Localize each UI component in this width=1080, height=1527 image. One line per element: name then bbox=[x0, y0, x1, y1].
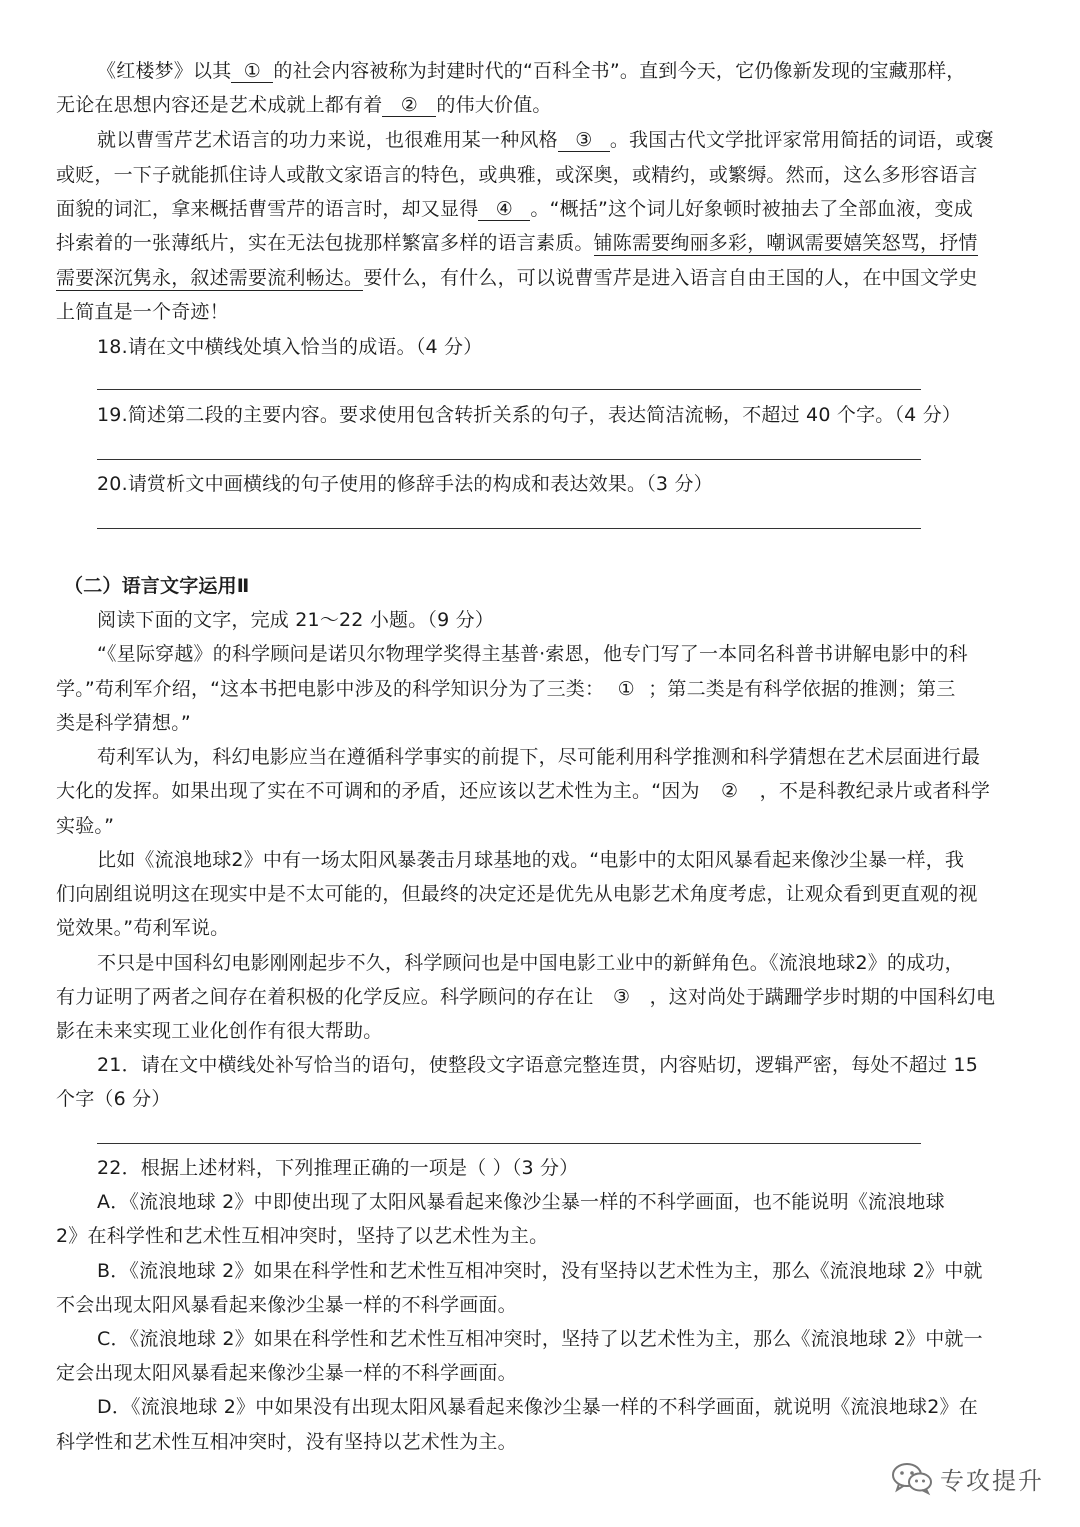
answer-line-20[interactable] bbox=[97, 528, 921, 529]
p1-line-2: 学。”苟利军介绍，“这本书把电影中涉及的科学知识分为了三类： ① ；第二类是有科学依据的推测；第三 bbox=[56, 678, 956, 700]
answer-line-18[interactable] bbox=[97, 389, 921, 390]
answer-line-21[interactable] bbox=[97, 1143, 921, 1144]
blank-1[interactable]: ① bbox=[231, 60, 273, 83]
answer-line-19[interactable] bbox=[97, 459, 921, 460]
p1-line-1: “《星际穿越》的科学顾问是诺贝尔物理学奖得主基普·索恩，他专门写了一本同名科普书讲解电影中的科 bbox=[97, 643, 968, 665]
option-d-line-2[interactable]: 科学性和艺术性互相冲突时，没有坚持以艺术性为主。 bbox=[56, 1431, 517, 1453]
p3-line-3: 觉效果。”苟利军说。 bbox=[56, 917, 230, 939]
passage1-line-1: 《红楼梦》以其 ① 的社会内容被称为封建时代的“百科全书”。直到今天，它仍像新发现的宝藏那样， bbox=[97, 60, 966, 82]
gap-3[interactable]: ③ bbox=[612, 986, 631, 1008]
question-21-line-2: 个字（6 分） bbox=[56, 1088, 171, 1110]
p1-line-3: 类是科学猜想。” bbox=[56, 712, 191, 734]
p4-line-1: 不只是中国科幻电影刚刚起步不久，科学顾问也是中国电影工业中的新鲜角色。《流浪地球2》的成功， bbox=[97, 952, 964, 974]
watermark bbox=[890, 1456, 1060, 1500]
gap-2[interactable]: ② bbox=[721, 780, 739, 802]
blank-3[interactable]: ③ bbox=[558, 129, 610, 152]
question-19: 19.简述第二段的主要内容。要求使用包含转折关系的句子，表达简洁流畅，不超过 40 个字。（4 分） bbox=[97, 404, 962, 426]
passage1-line-4: 或贬，一下子就能抓住诗人或散文家语言的特色，或典雅，或深奥，或精约，或繁缛。然而，这么多形容语言 bbox=[56, 164, 978, 186]
p2-line-3: 实验。” bbox=[56, 815, 115, 837]
option-c-line-2[interactable]: 定会出现太阳风暴看起来像沙尘暴一样的不科学画面。 bbox=[56, 1362, 517, 1384]
p4-line-3: 影在未来实现工业化创作有很大帮助。 bbox=[56, 1020, 383, 1042]
option-a-line-2[interactable]: 2》在科学性和艺术性互相冲突时，坚持了以艺术性为主。 bbox=[56, 1225, 549, 1247]
passage1-line-7: 需要深沉隽永，叙述需要流利畅达。要什么，有什么，可以说曹雪芹是进入语言自由王国的人，在中国文学史 bbox=[56, 267, 978, 289]
wechat-icon bbox=[890, 1460, 934, 1496]
question-22: 22．根据上述材料，下列推理正确的一项是（ ）（3 分） bbox=[97, 1157, 579, 1179]
option-d-line-1[interactable]: D．《流浪地球 2》中如果没有出现太阳风暴看起来像沙尘暴一样的不科学画面，就说明《流浪地球2》在 bbox=[97, 1396, 978, 1418]
gap-1[interactable]: ① bbox=[617, 678, 635, 700]
blank-4[interactable]: ④ bbox=[478, 198, 530, 221]
underlined-sentence: 铺陈需要绚丽多彩，嘲讽需要嬉笑怒骂，抒情 bbox=[593, 232, 978, 254]
p2-line-1: 苟利军认为，科幻电影应当在遵循科学事实的前提下，尽可能利用科学推测和科学猜想在艺术层面进行最 bbox=[97, 746, 981, 768]
section-title: （二）语言文字运用Ⅱ bbox=[64, 575, 250, 597]
underlined-sentence: 需要深沉隽永，叙述需要流利畅达。 bbox=[56, 267, 364, 289]
question-20: 20.请赏析文中画横线的句子使用的修辞手法的构成和表达效果。（3 分） bbox=[97, 473, 713, 495]
option-b-line-1[interactable]: B．《流浪地球 2》如果在科学性和艺术性互相冲突时，没有坚持以艺术性为主，那么《流浪地球 2》中就 bbox=[97, 1260, 983, 1282]
option-c-line-1[interactable]: C．《流浪地球 2》如果在科学性和艺术性互相冲突时，坚持了以艺术性为主，那么《流浪地球 2》中就一 bbox=[97, 1328, 983, 1350]
blank-2[interactable]: ② bbox=[382, 94, 436, 117]
p2-line-2: 大化的发挥。如果出现了实在不可调和的矛盾，还应该以艺术性为主。“因为 ② ，不是科教纪录片或者科学 bbox=[56, 780, 991, 802]
option-a-line-1[interactable]: A．《流浪地球 2》中即使出现了太阳风暴看起来像沙尘暴一样的不科学画面，也不能说明《流浪地球 bbox=[97, 1191, 945, 1213]
option-b-line-2[interactable]: 不会出现太阳风暴看起来像沙尘暴一样的不科学画面。 bbox=[56, 1294, 517, 1316]
passage1-line-3: 就以曹雪芹艺术语言的功力来说，也很难用某一种风格 ③ 。我国古代文学批评家常用简括的词语，或褒 bbox=[97, 129, 994, 151]
passage1-line-2: 无论在思想内容还是艺术成就上都有着 ② 的伟大价值。 bbox=[56, 94, 552, 116]
p4-line-2: 有力证明了两者之间存在着积极的化学反应。科学顾问的存在让 ③ ，这对尚处于蹒跚学步时期的中国科幻电 bbox=[56, 986, 996, 1008]
section-intro: 阅读下面的文字，完成 21～22 小题。（9 分） bbox=[97, 609, 495, 631]
passage1-line-8: 上简直是一个奇迹！ bbox=[56, 301, 229, 323]
p3-line-2: 们向剧组说明这在现实中是不太可能的，但最终的决定还是优先从电影艺术角度考虑，让观众看到更直观的视 bbox=[56, 883, 978, 905]
question-21-line-1: 21．请在文中横线处补写恰当的语句，使整段文字语意完整连贯，内容贴切，逻辑严密，每处不超过 15 bbox=[97, 1054, 978, 1076]
p3-line-1: 比如《流浪地球2》中有一场太阳风暴袭击月球基地的戏。“电影中的太阳风暴看起来像沙尘暴一样，我 bbox=[97, 849, 965, 871]
question-18: 18.请在文中横线处填入恰当的成语。（4 分） bbox=[97, 336, 483, 358]
passage1-line-5: 面貌的词汇，拿来概括曹雪芹的语言时，却又显得 ④ 。“概括”这个词儿好象顿时被抽去了全部血液，变成 bbox=[56, 198, 973, 220]
watermark-text: 专攻提升 bbox=[940, 1466, 1044, 1495]
passage1-line-6: 抖索着的一张薄纸片，实在无法包拢那样繁富多样的语言素质。铺陈需要绚丽多彩，嘲讽需要嬉笑怒骂，抒情 bbox=[56, 232, 978, 254]
